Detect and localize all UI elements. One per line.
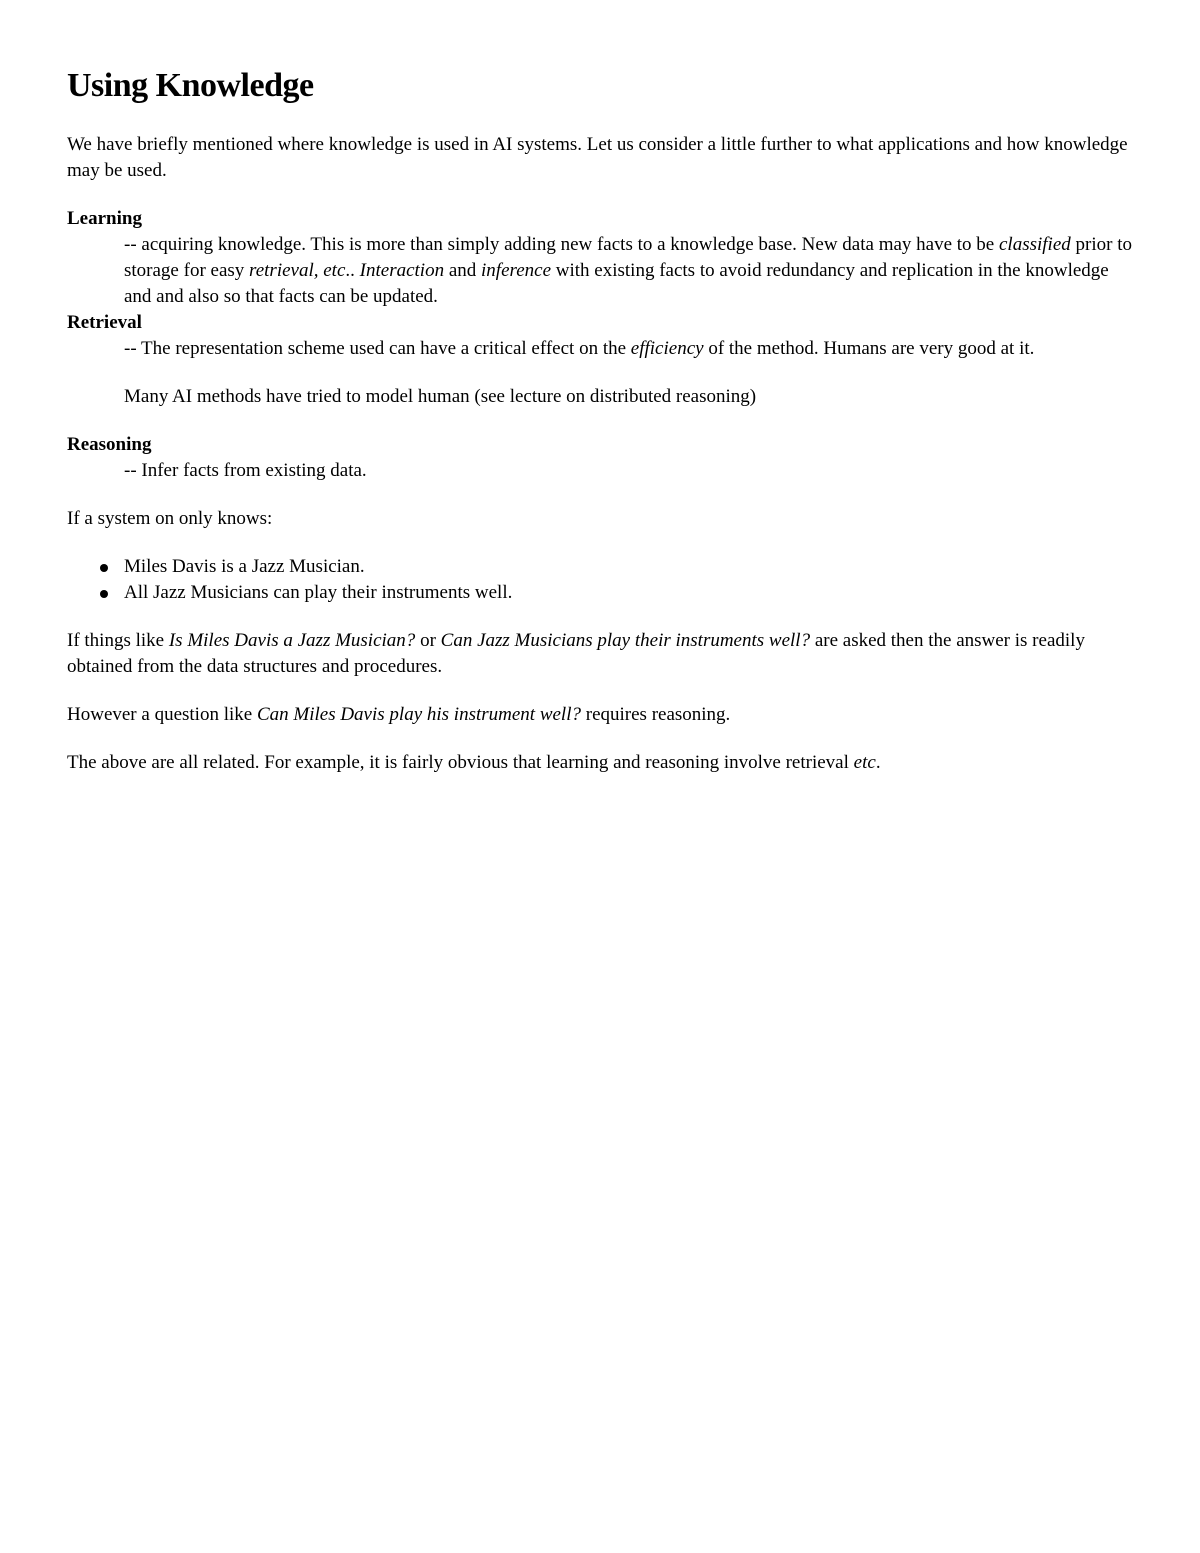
learning-text-2: prior to storage for easy xyxy=(124,234,1132,281)
however-em: Can Miles Davis play his instrument well? xyxy=(256,704,581,725)
learning-em-retrieval: retrieval, etc xyxy=(249,260,346,281)
reasoning-definition: -- Infer facts from existing data. xyxy=(124,460,367,481)
bullet-icon xyxy=(100,564,108,572)
however-text-2: requires reasoning. xyxy=(581,704,731,725)
definition-list xyxy=(67,206,1137,410)
learning-em-classified: classified xyxy=(999,234,1071,255)
list-item xyxy=(124,554,1137,580)
retrieval-term: Retrieval xyxy=(67,312,142,333)
learning-text-4: and xyxy=(444,260,482,281)
however-paragraph xyxy=(67,702,1137,728)
learning-em-inference: inference xyxy=(481,260,552,281)
retrieval-text-2: of the method. Humans are very good at it. xyxy=(703,338,1035,359)
retrieval-em-efficiency: efficiency xyxy=(630,338,704,359)
related-em: etc xyxy=(853,752,876,773)
retrieval-text xyxy=(124,336,1137,362)
learning-text-1: -- acquiring knowledge. This is more than simply adding new facts to a knowledge base. New data may have to be xyxy=(124,234,999,255)
questions-em-1: Is Miles Davis a Jazz Musician? xyxy=(168,630,416,651)
questions-text-2: or xyxy=(415,630,441,651)
related-text-2: . xyxy=(875,752,881,773)
reasoning-definition-list xyxy=(67,432,1137,484)
questions-text-3: are asked then the answer is readily obtained from the data structures and procedures. xyxy=(67,630,1085,677)
related-text-1: The above are all related. For example, it is fairly obvious that learning and reasoning involve retrieval xyxy=(67,752,854,773)
however-text-1: However a question like xyxy=(67,704,257,725)
bullet-icon xyxy=(100,590,108,598)
retrieval-definition xyxy=(124,336,1137,410)
learning-text-3: .. xyxy=(345,260,360,281)
page-title: Using Knowledge xyxy=(67,67,314,104)
learning-definition xyxy=(124,232,1137,310)
intro-paragraph: We have briefly mentioned where knowledge is used in AI systems. Let us consider a little further to what applications and how knowledge may be used. xyxy=(67,134,1128,181)
fact-text: Miles Davis is a Jazz Musician. xyxy=(124,556,365,577)
related-paragraph xyxy=(67,750,1137,776)
questions-text-1: If things like xyxy=(67,630,169,651)
learning-em-interaction: Interaction xyxy=(359,260,445,281)
document-page xyxy=(67,64,1137,798)
list-item xyxy=(124,580,1137,606)
retrieval-note: Many AI methods have tried to model human (see lecture on distributed reasoning) xyxy=(124,386,757,407)
knows-intro: If a system on only knows: xyxy=(67,508,273,529)
questions-em-2: Can Jazz Musicians play their instruments well? xyxy=(440,630,811,651)
facts-list xyxy=(67,554,1137,606)
retrieval-text-1: -- The representation scheme used can have a critical effect on the xyxy=(124,338,631,359)
learning-term: Learning xyxy=(67,208,142,229)
questions-paragraph xyxy=(67,628,1137,680)
fact-text: All Jazz Musicians can play their instruments well. xyxy=(124,582,513,603)
learning-text-5: with existing facts to avoid redundancy and replication in the knowledge and and also so that facts can be updated. xyxy=(124,260,1109,307)
reasoning-term: Reasoning xyxy=(67,434,152,455)
